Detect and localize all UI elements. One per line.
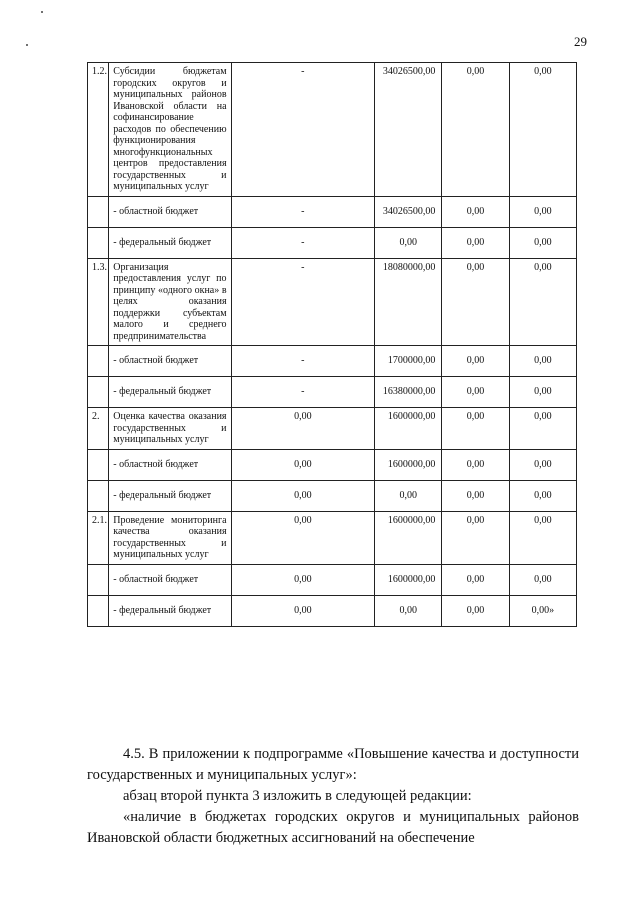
row-number xyxy=(88,564,109,595)
row-value: 0,00 xyxy=(442,63,509,197)
table-row xyxy=(88,449,577,480)
row-value: - xyxy=(231,196,375,227)
row-value: 0,00 xyxy=(231,449,375,480)
row-value: 16380000,00 xyxy=(375,377,442,408)
row-value: 0,00 xyxy=(442,346,509,377)
row-value: - xyxy=(231,258,375,346)
row-value: - xyxy=(231,227,375,258)
row-value: 0,00 xyxy=(231,595,375,626)
row-number: 2. xyxy=(88,408,109,450)
row-value: 0,00 xyxy=(509,227,576,258)
row-number: 2.1. xyxy=(88,511,109,564)
table-row xyxy=(88,408,577,450)
row-value: 0,00 xyxy=(442,449,509,480)
row-value: 0,00 xyxy=(509,346,576,377)
row-value: 0,00 xyxy=(442,196,509,227)
table-row xyxy=(88,227,577,258)
paragraph-quote: «наличие в бюджетах городских округов и муниципальных районов Ивановской области бюджетных ассигнований на обеспечение xyxy=(87,809,579,846)
row-value: - xyxy=(231,377,375,408)
row-value: 1600000,00 xyxy=(375,408,442,450)
row-name: - областной бюджет xyxy=(109,564,231,595)
paragraph-instruction: абзац второй пункта 3 изложить в следующей редакции: xyxy=(123,788,472,804)
row-number xyxy=(88,377,109,408)
row-value: - xyxy=(231,346,375,377)
row-value: 34026500,00 xyxy=(375,196,442,227)
row-value: 0,00 xyxy=(231,564,375,595)
row-name: - областной бюджет xyxy=(109,346,231,377)
row-value: 0,00 xyxy=(509,511,576,564)
row-name: - областной бюджет xyxy=(109,449,231,480)
row-name: Субсидии бюджетам городских округов и муниципальных районов Ивановской области на софинансирование расходов по обеспечению функционирования многофункциональных центров предоставления государственных и муниципальных услуг xyxy=(109,63,231,197)
row-number xyxy=(88,480,109,511)
table-row xyxy=(88,480,577,511)
row-value: 0,00 xyxy=(442,511,509,564)
page-number: 29 xyxy=(574,34,587,49)
row-value: 34026500,00 xyxy=(375,63,442,197)
table-row xyxy=(88,595,577,626)
row-value: 0,00 xyxy=(509,564,576,595)
table-row xyxy=(88,346,577,377)
row-value: 0,00 xyxy=(442,258,509,346)
scan-speck xyxy=(26,44,28,46)
row-name: Организация предоставления услуг по принципу «одного окна» в целях оказания поддержки субъектам малого и среднего предпринимательства xyxy=(109,258,231,346)
row-value: 0,00 xyxy=(231,511,375,564)
row-number: 1.3. xyxy=(88,258,109,346)
row-number xyxy=(88,346,109,377)
row-value: 0,00 xyxy=(375,595,442,626)
body-text xyxy=(87,744,579,849)
scan-speck xyxy=(41,11,43,13)
table-row xyxy=(88,564,577,595)
row-name: Оценка качества оказания государственных и муниципальных услуг xyxy=(109,408,231,450)
table-row xyxy=(88,258,577,346)
row-value: 0,00 xyxy=(231,480,375,511)
row-value: 0,00 xyxy=(509,449,576,480)
row-name: - областной бюджет xyxy=(109,196,231,227)
table-row xyxy=(88,196,577,227)
row-value: 0,00 xyxy=(509,258,576,346)
row-value: 0,00 xyxy=(442,227,509,258)
table-row xyxy=(88,511,577,564)
row-value: 0,00 xyxy=(509,196,576,227)
row-value: 18080000,00 xyxy=(375,258,442,346)
paragraph-amendment: 4.5. В приложении к подпрограмме «Повышение качества и доступности государственных и муниципальных услуг»: xyxy=(87,746,579,783)
row-value: 0,00» xyxy=(509,595,576,626)
row-number: 1.2. xyxy=(88,63,109,197)
row-value: 0,00 xyxy=(231,408,375,450)
row-value: 0,00 xyxy=(375,227,442,258)
row-name: - федеральный бюджет xyxy=(109,377,231,408)
row-name: - федеральный бюджет xyxy=(109,595,231,626)
row-value: 0,00 xyxy=(509,408,576,450)
row-value: 0,00 xyxy=(442,564,509,595)
table-row xyxy=(88,63,577,197)
row-value: 0,00 xyxy=(442,595,509,626)
row-value: 0,00 xyxy=(509,480,576,511)
row-name: - федеральный бюджет xyxy=(109,227,231,258)
row-value: 1600000,00 xyxy=(375,511,442,564)
row-value: 0,00 xyxy=(442,408,509,450)
row-value: 0,00 xyxy=(442,480,509,511)
row-number xyxy=(88,196,109,227)
budget-table xyxy=(87,62,577,627)
row-name: Проведение мониторинга качества оказания государственных и муниципальных услуг xyxy=(109,511,231,564)
row-number xyxy=(88,449,109,480)
row-number xyxy=(88,595,109,626)
row-name: - федеральный бюджет xyxy=(109,480,231,511)
row-value: 0,00 xyxy=(442,377,509,408)
row-value: 1600000,00 xyxy=(375,564,442,595)
row-value: 0,00 xyxy=(509,63,576,197)
table-row xyxy=(88,377,577,408)
row-value: 1600000,00 xyxy=(375,449,442,480)
row-value: - xyxy=(231,63,375,197)
row-value: 0,00 xyxy=(509,377,576,408)
row-value: 0,00 xyxy=(375,480,442,511)
row-value: 1700000,00 xyxy=(375,346,442,377)
row-number xyxy=(88,227,109,258)
